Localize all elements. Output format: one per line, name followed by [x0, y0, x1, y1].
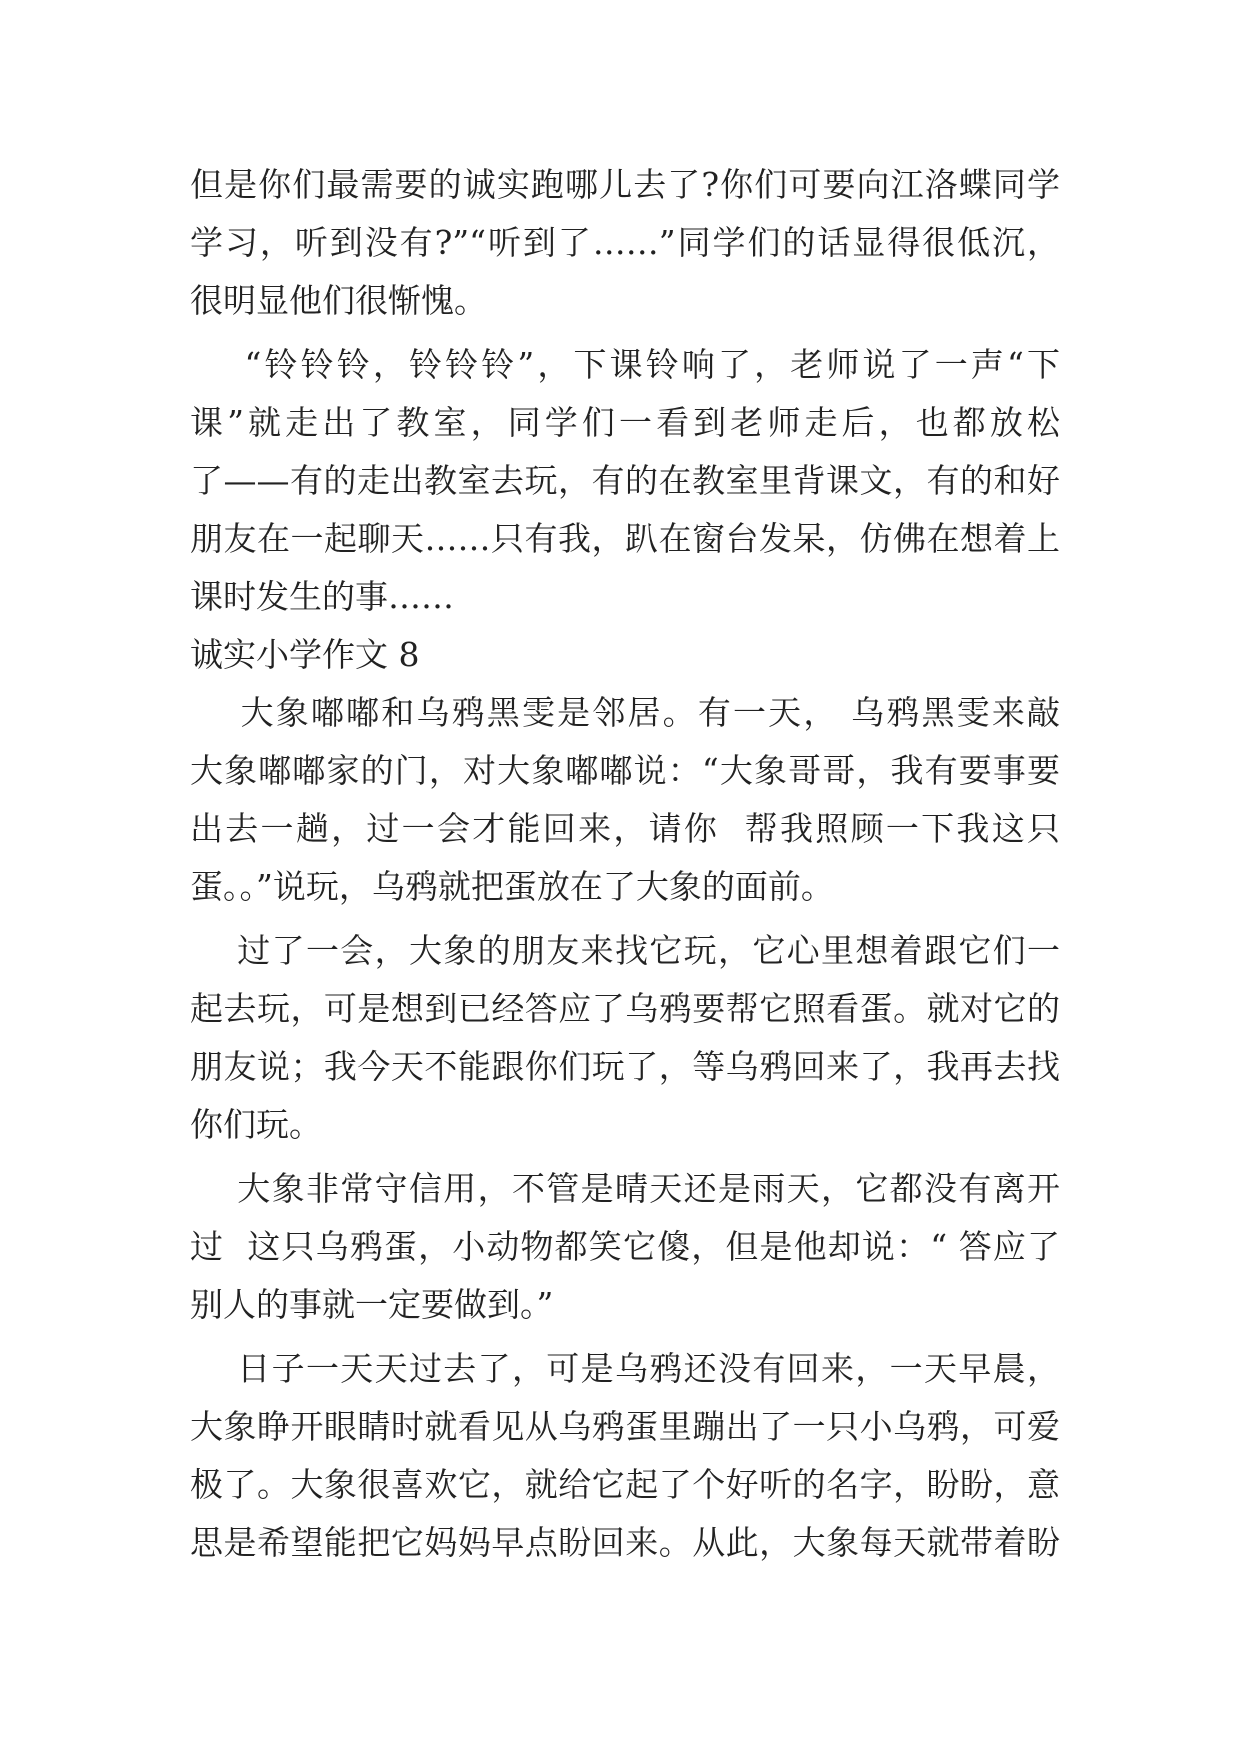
paragraph-5 — [190, 1160, 1060, 1334]
paragraph-3 — [190, 684, 1060, 916]
text-line: 大象嘟嘟家的门，对大象嘟嘟说：“大象哥哥，我有要事要 — [190, 751, 1060, 790]
text-line: 很明显他们很惭愧。 — [190, 281, 487, 320]
text-line: 过了一会，大象的朋友来找它玩，它心里想着跟它们一 — [190, 931, 1060, 970]
text-line: 朋友在一起聊天……只有我，趴在窗台发呆，仿佛在想着上 — [190, 519, 1060, 558]
paragraph-1 — [190, 156, 1060, 330]
text-line: 过 这只乌鸦蛋，小动物都笑它傻，但是他却说：“ 答应了 — [190, 1227, 1060, 1266]
text-line: 但是你们最需要的诚实跑哪儿去了?你们可要向江洛蝶同学 — [190, 165, 1060, 204]
text-line: 朋友说；我今天不能跟你们玩了，等乌鸦回来了，我再去找 — [190, 1047, 1060, 1086]
text-line: 了——有的走出教室去玩，有的在教室里背课文，有的和好 — [190, 461, 1060, 500]
text-line: 大象非常守信用，不管是晴天还是雨天，它都没有离开 — [190, 1169, 1060, 1208]
paragraph-6 — [190, 1340, 1060, 1572]
paragraph-2 — [190, 336, 1060, 626]
text-line: 极了。大象很喜欢它，就给它起了个好听的名字，盼盼，意 — [190, 1465, 1060, 1504]
text-line: 出去一趟，过一会才能回来，请你 帮我照顾一下我这只 — [190, 809, 1060, 848]
text-line: 蛋。。”说玩，乌鸦就把蛋放在了大象的面前。 — [190, 867, 834, 906]
text-line: 你们玩。 — [190, 1105, 322, 1144]
section-heading — [190, 626, 1060, 684]
paragraph-4 — [190, 922, 1060, 1154]
text-line: 起去玩，可是想到已经答应了乌鸦要帮它照看蛋。就对它的 — [190, 989, 1060, 1028]
text-line: 课时发生的事…… — [190, 577, 454, 616]
heading-line: 诚实小学作文 8 — [190, 635, 420, 674]
text-line: 大象嘟嘟和乌鸦黑雯是邻居。有一天， 乌鸦黑雯来敲 — [190, 693, 1060, 732]
text-line: 学习，听到没有?”“听到了……”同学们的话显得很低沉， — [190, 223, 1060, 262]
document-body — [190, 156, 1060, 1572]
text-line: 日子一天天过去了，可是乌鸦还没有回来，一天早晨， — [190, 1349, 1060, 1388]
text-line: 思是希望能把它妈妈早点盼回来。从此，大象每天就带着盼 — [190, 1523, 1060, 1562]
text-line: 大象睁开眼睛时就看见从乌鸦蛋里蹦出了一只小乌鸦，可爱 — [190, 1407, 1060, 1446]
text-line: “铃铃铃，铃铃铃”，下课铃响了，老师说了一声“下 — [190, 345, 1060, 384]
text-line: 课”就走出了教室，同学们一看到老师走后，也都放松 — [190, 403, 1060, 442]
text-line: 别人的事就一定要做到。” — [190, 1285, 554, 1324]
